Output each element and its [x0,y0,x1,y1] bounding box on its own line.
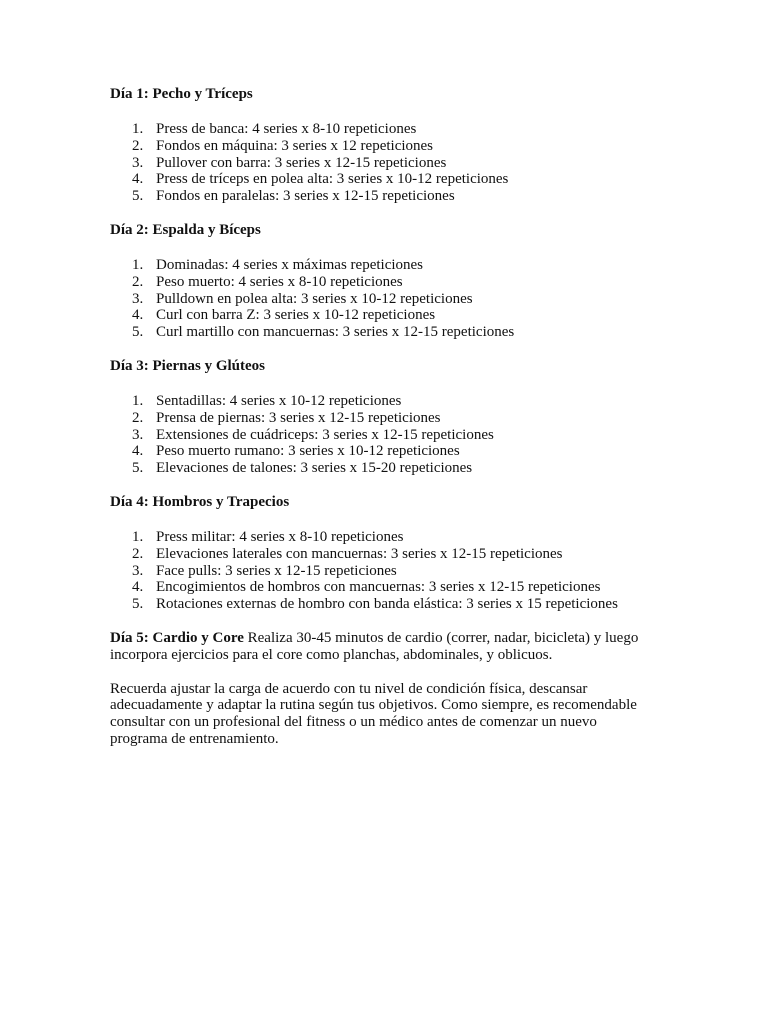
day-5-text-line-1: Realiza 30-45 minutos de cardio (correr, nadar, bicicleta) y luego [243,629,639,646]
exercise-text: Curl con barra Z: 3 series x 10-12 repeticiones [156,307,436,324]
exercise-number: 2. [132,409,144,426]
exercise-number: 1. [132,121,144,137]
day-3-heading: Día 3: Piernas y Glúteos [110,357,265,374]
day-1-section [110,86,672,205]
exercise-item [110,596,672,613]
exercise-number: 5. [132,188,144,205]
exercise-number: 3. [132,290,144,307]
exercise-number: 5. [132,596,144,613]
exercise-text: Elevaciones de talones: 3 series x 15-20 repeticiones [156,460,473,477]
exercise-item [110,138,672,155]
exercise-item [110,257,672,274]
closing-line-4: programa de entrenamiento. [110,730,279,747]
exercise-item [110,291,672,308]
day-1-exercise-list [110,121,672,205]
closing-paragraph [110,681,672,748]
exercise-item [110,410,672,427]
exercise-item [110,393,672,410]
exercise-text: Pullover con barra: 3 series x 12-15 repeticiones [156,154,447,171]
exercise-text: Pulldown en polea alta: 3 series x 10-12 repeticiones [156,290,473,307]
day-3-section [110,358,672,477]
exercise-number: 4. [132,443,144,460]
closing-line-1: Recuerda ajustar la carga de acuerdo con tu nivel de condición física, descansar [110,680,588,697]
exercise-item [110,274,672,291]
day-1-heading: Día 1: Pecho y Tríceps [110,86,253,102]
day-5-text-line-2: incorpora ejercicios para el core como planchas, abdominales, y oblicuos. [110,646,553,663]
day-4-exercise-list [110,529,672,613]
exercise-text: Press de banca: 4 series x 8-10 repeticiones [156,121,417,137]
exercise-item [110,529,672,546]
exercise-item [110,307,672,324]
exercise-item [110,460,672,477]
exercise-text: Encogimientos de hombros con mancuernas: 3 series x 12-15 repeticiones [156,579,601,596]
exercise-text: Peso muerto: 4 series x 8-10 repeticiones [156,273,403,290]
exercise-text: Extensiones de cuádriceps: 3 series x 12-15 repeticiones [156,426,494,443]
exercise-number: 3. [132,426,144,443]
exercise-item [110,443,672,460]
day-5-paragraph [110,630,672,664]
exercise-number: 2. [132,137,144,154]
exercise-number: 4. [132,307,144,324]
day-5-heading: Día 5: Cardio y Core [110,629,244,646]
exercise-item [110,171,672,188]
day-2-exercise-list [110,257,672,341]
exercise-number: 2. [132,273,144,290]
exercise-number: 1. [132,528,144,545]
day-2-heading: Día 2: Espalda y Bíceps [110,221,261,238]
exercise-text: Press de tríceps en polea alta: 3 series x 10-12 repeticiones [156,171,509,188]
exercise-number: 5. [132,324,144,341]
day-2-section [110,222,672,341]
exercise-item [110,579,672,596]
exercise-number: 4. [132,579,144,596]
exercise-item [110,563,672,580]
exercise-number: 1. [132,256,144,273]
exercise-item [110,546,672,563]
exercise-number: 4. [132,171,144,188]
exercise-text: Rotaciones externas de hombro con banda elástica: 3 series x 15 repeticiones [156,596,618,613]
day-4-heading: Día 4: Hombros y Trapecios [110,493,290,510]
exercise-text: Elevaciones laterales con mancuernas: 3 series x 12-15 repeticiones [156,545,563,562]
exercise-item [110,188,672,205]
exercise-text: Fondos en máquina: 3 series x 12 repeticiones [156,137,434,154]
exercise-number: 5. [132,460,144,477]
exercise-item [110,324,672,341]
day-4-section [110,494,672,613]
exercise-text: Curl martillo con mancuernas: 3 series x 12-15 repeticiones [156,324,515,341]
exercise-number: 3. [132,154,144,171]
exercise-number: 1. [132,392,144,409]
exercise-number: 2. [132,545,144,562]
exercise-item [110,427,672,444]
exercise-item [110,121,672,138]
exercise-text: Prensa de piernas: 3 series x 12-15 repeticiones [156,409,441,426]
exercise-text: Sentadillas: 4 series x 10-12 repeticiones [156,392,402,409]
exercise-number: 3. [132,562,144,579]
exercise-text: Fondos en paralelas: 3 series x 12-15 repeticiones [156,188,455,205]
exercise-text: Face pulls: 3 series x 12-15 repeticiones [156,562,397,579]
exercise-text: Dominadas: 4 series x máximas repeticiones [156,256,424,273]
exercise-text: Press militar: 4 series x 8-10 repeticiones [156,528,404,545]
closing-line-2: adecuadamente y adaptar la rutina según tus objetivos. Como siempre, es recomendable [110,697,637,714]
day-3-exercise-list [110,393,672,477]
exercise-text: Peso muerto rumano: 3 series x 10-12 repeticiones [156,443,460,460]
exercise-item [110,155,672,172]
closing-line-3: consultar con un profesional del fitness o un médico antes de comenzar un nuevo [110,714,597,731]
